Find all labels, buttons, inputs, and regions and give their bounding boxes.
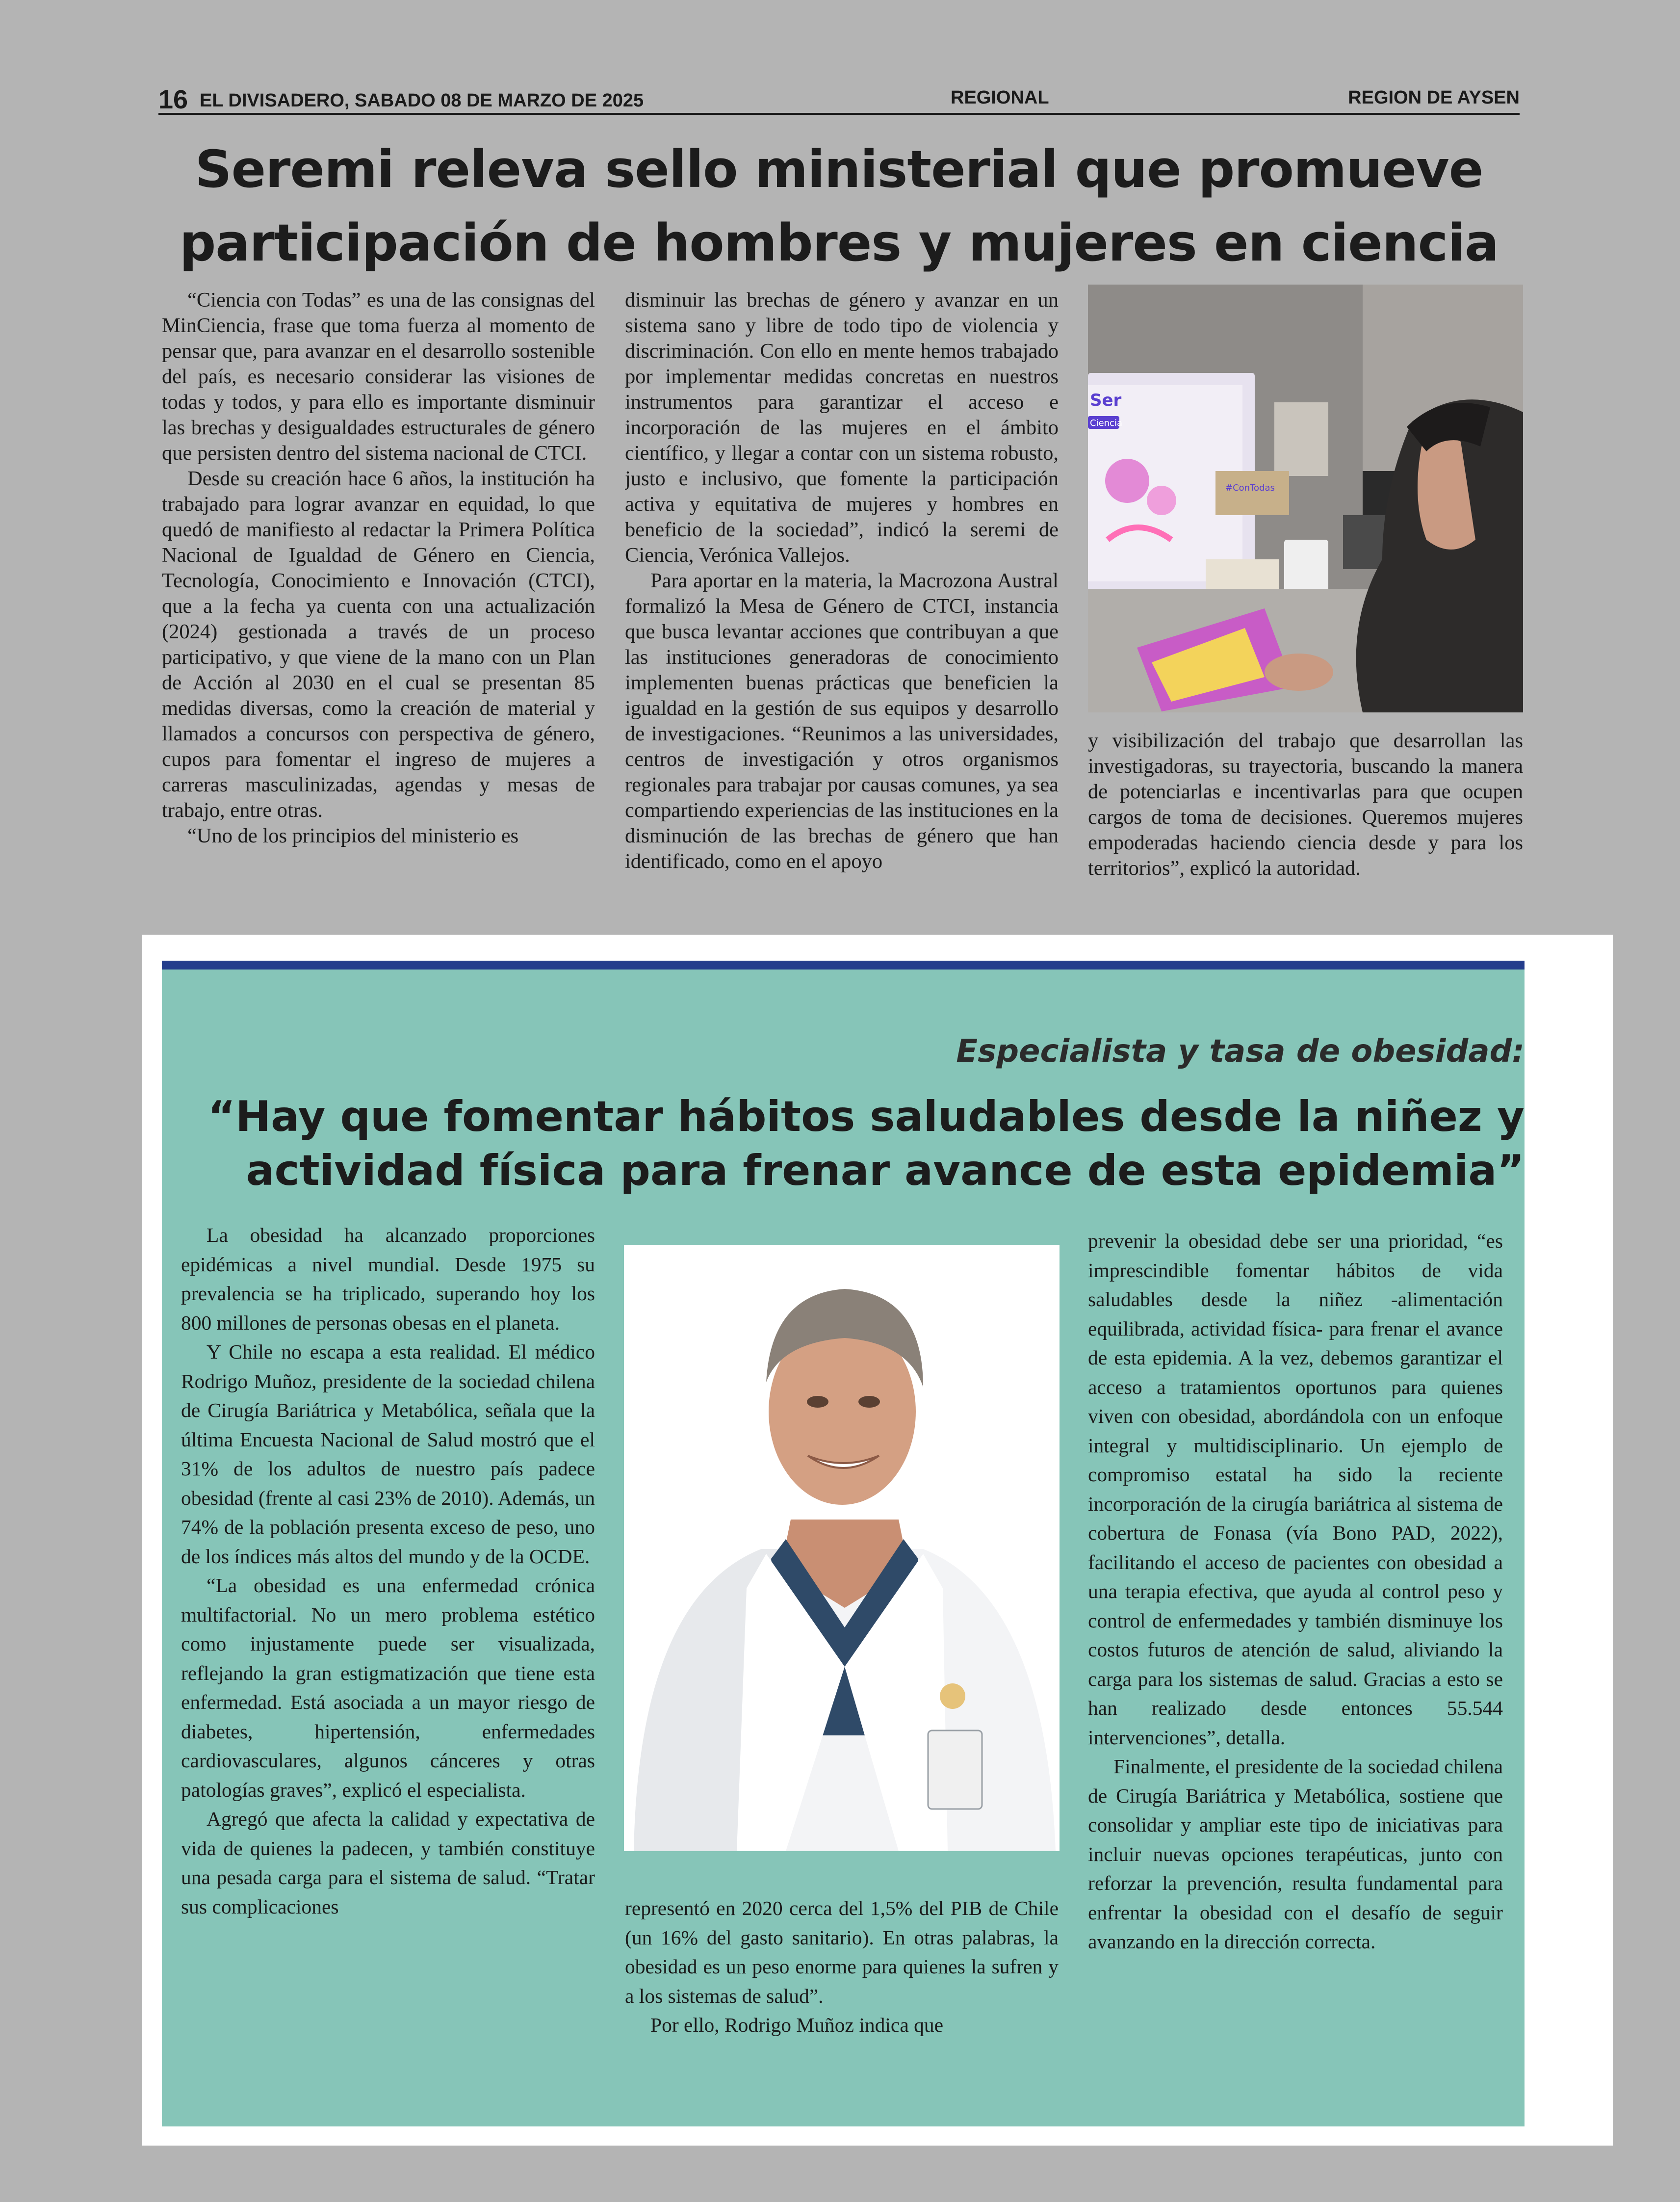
article1-column-3 bbox=[1088, 728, 1523, 915]
article2-column-2 bbox=[625, 1894, 1059, 2061]
article2-photo bbox=[624, 1245, 1060, 1851]
paragraph: “Uno de los principios del ministerio es bbox=[187, 824, 519, 847]
page-number: 16 bbox=[158, 85, 188, 114]
page-header bbox=[158, 82, 1520, 115]
article1-photo bbox=[1088, 285, 1523, 712]
paragraph: “Ciencia con Todas” es una de las consignas del MinCiencia, frase que toma fuerza al momento de pensar que, para avanzar en el desarrollo sostenible del país, es necesario considerar las visiones de todas y todos, y para ello es importante disminuir las brechas y desigualdades estructurales de género que persisten dentro del sistema nacional de CTCI. bbox=[162, 288, 595, 465]
doctor-portrait-illustration bbox=[624, 1245, 1060, 1851]
paragraph: Para aportar en la materia, la Macrozona Austral formalizó la Mesa de Género de CTCI, instancia que busca levantar acciones que contribuyan a que las instituciones generadoras de conocimiento implementen buenas prácticas que beneficien la igualdad en la gestión de sus equipos y desarrollo de investigaciones. “Reunimos a las universidades, centros de investigación y otros organismos regionales para trabajar por causas comunes, ya sea compartiendo experiencias de las instituciones en la disminución de las brechas de género que han identificado, como en el apoyo bbox=[625, 569, 1059, 873]
issue-date: EL DIVISADERO, SABADO 08 DE MARZO DE 2025 bbox=[200, 90, 644, 111]
article2-title: “Hay que fomentar hábitos saludables desde la niñez y actividad física para frenar avance de esta epidemia” bbox=[207, 1092, 1525, 1195]
article1-column-1 bbox=[162, 288, 595, 925]
paragraph: Y Chile no escapa a esta realidad. El médico Rodrigo Muñoz, presidente de la sociedad chilena de Cirugía Bariátrica y Metabólica, señala que la última Encuesta Nacional de Salud mostró que el 31% de los adultos de nuestro país padece obesidad (frente al casi 23% de 2010). Además, un 74% de la población presenta exceso de peso, uno de los índices más altos del mundo y de la OCDE. bbox=[181, 1340, 595, 1568]
screen-word: Ser bbox=[1090, 391, 1122, 410]
article2-kicker: Especialista y tasa de obesidad: bbox=[956, 1033, 1525, 1070]
paragraph: prevenir la obesidad debe ser una prioridad, “es imprescindible fomentar hábitos de vida saludables desde la niñez -alimentación equilibrada, actividad física- para frenar el avance de esta epidemia. A la vez, debemos garantizar el acceso a tratamientos oportunos para quienes viven con obesidad, abordándola con un enfoque integral y multidisciplinario. Un ejemplo de compromiso estatal ha sido la reciente incorporación de la cirugía bariátrica al sistema de cobertura de Fonasa (vía Bono PAD, 2022), facilitando el acceso de pacientes con obesidad a una terapia efectiva, que ayuda al control peso y control de enfermedades y también disminuye los costos futuros de atención de salud, aliviando la carga para los sistemas de salud. Gracias a esto se han realizado desde entonces 55.544 intervenciones”, detalla. bbox=[1088, 1230, 1503, 1749]
paragraph: La obesidad ha alcanzado proporciones epidémicas a nivel mundial. Desde 1975 su prevalencia se ha triplicado, superando hoy los 800 millones de personas obesas en el planeta. bbox=[181, 1224, 595, 1334]
paragraph: Por ello, Rodrigo Muñoz indica que bbox=[650, 2014, 944, 2036]
region-label: REGION DE AYSEN bbox=[1348, 87, 1520, 108]
section-label: REGIONAL bbox=[951, 87, 1049, 108]
paragraph: representó en 2020 cerca del 1,5% del PIB de Chile (un 16% del gasto sanitario). En otras palabras, la obesidad es un peso enorme para quienes la sufren y a los sistemas de salud”. bbox=[625, 1897, 1059, 2007]
paragraph: Finalmente, el presidente de la sociedad chilena de Cirugía Bariátrica y Metabólica, sostiene que consolidar y ampliar este tipo de iniciativas para incluir nuevas opciones terapéuticas, junto con reforzar la prevención, resulta fundamental para enfrentar la obesidad con el desafío de seguir avanzando en la dirección correcta. bbox=[1088, 1755, 1503, 1953]
article2-column-3 bbox=[1088, 1227, 1503, 2061]
paragraph: Desde su creación hace 6 años, la institución ha trabajado para lograr avanzar en equidad, lo que quedó de manifiesto al redactar la Primera Política Nacional de Igualdad de Género en Ciencia, Tecnología, Conocimiento e Innovación (CTCI), que a la fecha ya cuenta con una actualización (2024) gestionada a través de un proceso participativo, y que viene de la mano con un Plan de Acción al 2030 en el cual se presentan 85 medidas diversas, como la creación de material y llamados a concursos con perspectiva de género, cupos para fomentar el ingreso de mujeres a carreras masculinizadas, agendas y mesas de trabajo, entre otras. bbox=[162, 467, 595, 822]
article1-column-2 bbox=[625, 288, 1059, 925]
box-label: #ConTodas bbox=[1225, 483, 1275, 493]
screen-tag: Ciencia bbox=[1090, 418, 1122, 428]
paragraph: y visibilización del trabajo que desarrollan las investigadoras, su trayectoria, buscando la manera de potenciarlas e incentivarlas para que ocupen cargos de toma de decisiones. Queremos mujeres empoderadas haciendo ciencia desde y para los territorios”, explicó la autoridad. bbox=[1088, 729, 1523, 880]
paragraph: disminuir las brechas de género y avanzar en un sistema sano y libre de todo tipo de violencia y discriminación. Con ello en mente hemos trabajado por implementar medidas concretas en nuestros instrumentos para garantizar el acceso e incorporación de las mujeres en el ámbito científico, y llegar a contar con un sistema robusto, justo e inclusivo, que fomente la participación activa y equitativa de mujeres y hombres en beneficio de la sociedad”, indicó la seremi de Ciencia, Verónica Vallejos. bbox=[625, 288, 1059, 567]
paragraph: Agregó que afecta la calidad y expectativa de vida de quienes la padecen, y también constituye una pesada carga para el sistema de salud. “Tratar sus complicaciones bbox=[181, 1808, 595, 1918]
researcher-photo-illustration bbox=[1088, 285, 1523, 712]
paragraph: “La obesidad es una enfermedad crónica multifactorial. No un mero problema estético como injustamente puede ser visualizada, reflejando la gran estigmatización que tiene esta enfermedad. Está asociada a un mayor riesgo de diabetes, hipertensión, enfermedades cardiovasculares, algunos cánceres y otras patologías graves”, explicó el especialista. bbox=[181, 1574, 595, 1801]
article2-column-1 bbox=[181, 1221, 595, 2050]
article1-title: Seremi releva sello ministerial que promueve participación de hombres y mujeres en ciencia bbox=[179, 139, 1499, 273]
